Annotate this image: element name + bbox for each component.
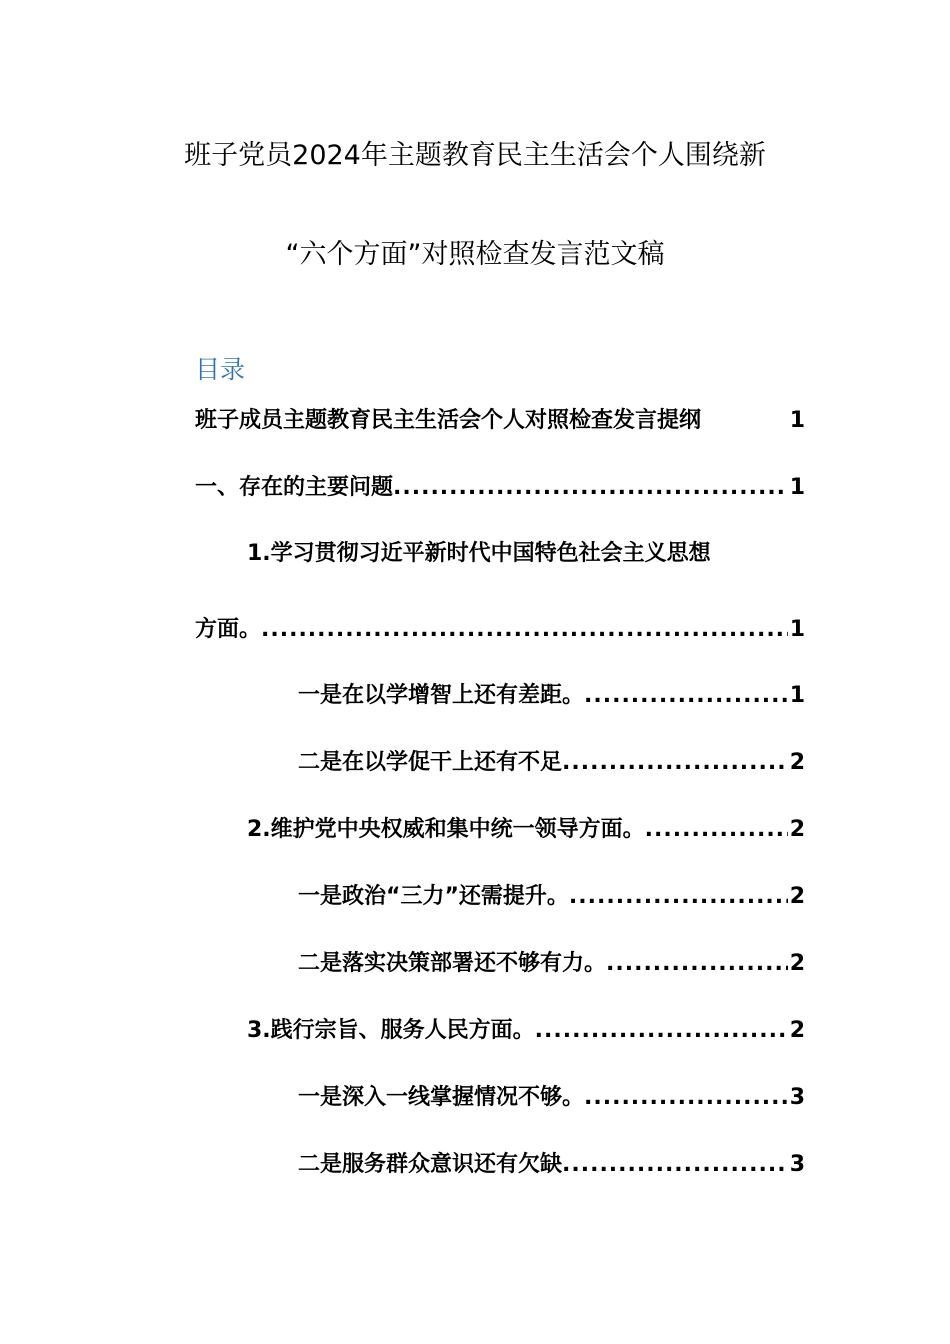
toc-leader-dots <box>606 951 788 976</box>
toc-entry-text: 方面。 <box>195 617 262 642</box>
toc-entry[interactable] <box>298 1147 805 1181</box>
toc-entry[interactable] <box>195 403 805 437</box>
toc-leader-dots <box>584 683 788 708</box>
toc-entry[interactable] <box>298 1080 805 1114</box>
toc-entry[interactable] <box>195 612 805 646</box>
toc-entry[interactable] <box>247 1013 805 1047</box>
toc-entry-page: 2 <box>789 951 805 976</box>
toc-entry[interactable] <box>195 470 805 504</box>
toc-entry-text: 班子成员主题教育民主生活会个人对照检查发言提纲 <box>195 408 702 433</box>
toc-leader-dots <box>393 475 788 500</box>
toc-entry-page: 2 <box>789 817 805 842</box>
toc-entry-text: 一、存在的主要问题 <box>195 475 394 500</box>
toc-leader-dots <box>562 1152 788 1177</box>
toc-entry[interactable] <box>298 879 805 913</box>
toc-entry-text: 二是在以学促干上还有不足 <box>298 750 563 775</box>
toc-heading: 目录 <box>195 355 246 384</box>
toc-entry-page: 3 <box>789 1152 805 1177</box>
toc-entry-page: 2 <box>789 750 805 775</box>
toc-entry-page: 2 <box>789 884 805 909</box>
toc-entry-text: 二是服务群众意识还有欠缺 <box>298 1152 563 1177</box>
toc-entry[interactable] <box>247 536 805 570</box>
toc-entry-page: 2 <box>789 1018 805 1043</box>
toc-entry-page: 1 <box>789 408 805 433</box>
toc-entry[interactable] <box>247 812 805 846</box>
toc-entry-page: 1 <box>789 683 805 708</box>
toc-entry-page: 3 <box>789 1085 805 1110</box>
toc-entry-page: 1 <box>789 475 805 500</box>
toc-entry-text: 一是在以学增智上还有差距。 <box>298 683 585 708</box>
toc-entry-text: 一是政治“三力”还需提升。 <box>298 884 569 909</box>
toc-leader-dots <box>562 750 788 775</box>
document-title-line-2: “六个方面”对照检查发言范文稿 <box>285 239 665 270</box>
toc-entry-page: 1 <box>789 617 805 642</box>
toc-entry[interactable] <box>298 946 805 980</box>
toc-entry[interactable] <box>298 745 805 779</box>
toc-entry-text: 3.践行宗旨、服务人民方面。 <box>247 1018 535 1043</box>
toc-entry[interactable] <box>298 678 805 712</box>
toc-leader-dots <box>535 1018 788 1043</box>
toc-leader-dots <box>569 884 788 909</box>
toc-leader-dots <box>261 617 788 642</box>
toc-leader-dots <box>645 817 788 842</box>
document-title-line-1: 班子党员2024年主题教育民主生活会个人围绕新 <box>184 140 766 171</box>
toc-entry-text: 2.维护党中央权威和集中统一领导方面。 <box>247 817 645 842</box>
toc-entry-text: 一是深入一线掌握情况不够。 <box>298 1085 585 1110</box>
toc-entry-text: 1.学习贯彻习近平新时代中国特色社会主义思想 <box>247 541 711 566</box>
toc-entry-text: 二是落实决策部署还不够有力。 <box>298 951 607 976</box>
toc-leader-dots <box>584 1085 788 1110</box>
